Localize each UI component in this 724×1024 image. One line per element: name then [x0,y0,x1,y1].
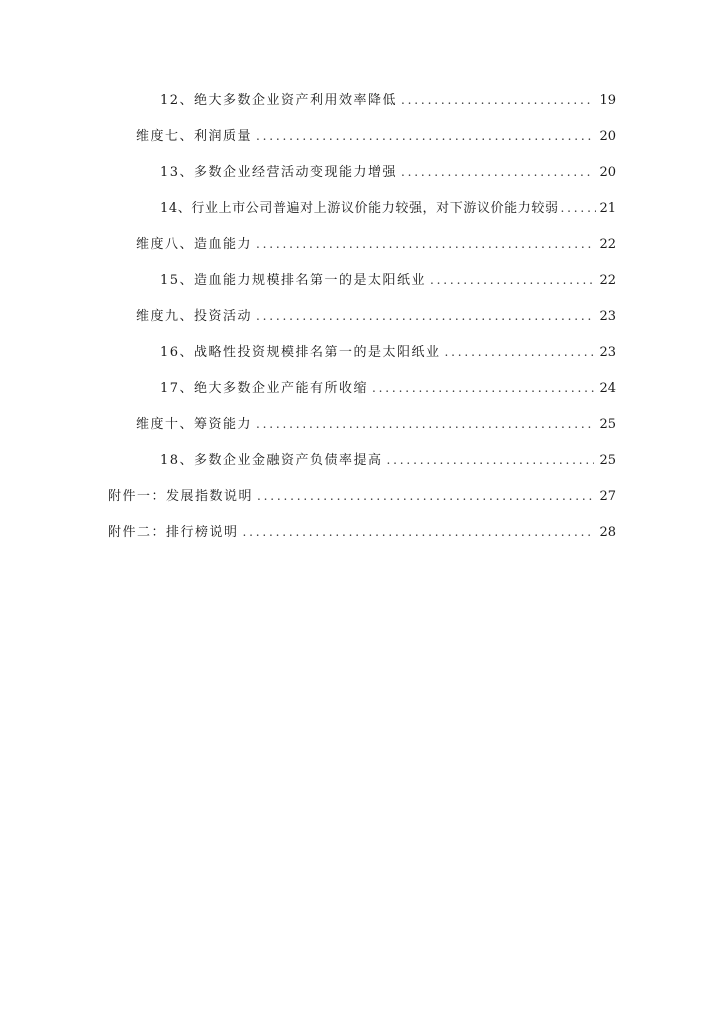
toc-entry[interactable] [136,232,616,256]
toc-entry[interactable] [160,448,616,472]
toc-entry-title: 12、绝大多数企业资产利用效率降低 [160,93,398,108]
toc-entry-page: 20 [599,129,616,144]
dot-leader [243,520,594,544]
toc-entry-title: 17、绝大多数企业产能有所收缩 [160,381,369,396]
toc-entry-title: 15、造血能力规模排名第一的是太阳纸业 [160,273,427,288]
toc-entry-page: 22 [599,237,616,252]
toc-entry-page: 28 [599,525,616,540]
toc-entry[interactable] [160,196,616,220]
toc-entry-page: 22 [599,273,616,288]
toc-entry-title: 18、多数企业金融资产负债率提高 [160,453,383,468]
dot-leader [256,232,594,256]
toc-entry-title: 14、行业上市公司普遍对上游议价能力较强，对下游议价能力较弱 [160,201,559,216]
toc-entry-page: 21 [599,201,616,216]
toc-entry-title: 维度九、投资活动 [136,309,253,324]
dot-leader [430,268,594,292]
toc-entry[interactable] [108,520,616,544]
toc-entry[interactable] [160,376,616,400]
toc-entry-title: 维度八、造血能力 [136,237,253,252]
toc-entry[interactable] [160,88,616,112]
dot-leader [561,196,596,220]
dot-leader [401,160,594,184]
toc-entry-page: 23 [599,345,616,360]
toc-entry[interactable] [136,412,616,436]
dot-leader [445,340,594,364]
dot-leader [387,448,594,472]
toc-entry-title: 维度十、筹资能力 [136,417,253,432]
toc-entry[interactable] [108,484,616,508]
dot-leader [256,124,594,148]
toc-entry-page: 24 [599,381,616,396]
toc-entry-title: 附件一：发展指数说明 [108,489,254,504]
dot-leader [256,412,594,436]
toc-entry-page: 23 [599,309,616,324]
toc-entry[interactable] [136,124,616,148]
toc-entry-page: 25 [599,453,616,468]
dot-leader [256,304,594,328]
toc-entry[interactable] [160,340,616,364]
toc-entry-title: 16、战略性投资规模排名第一的是太阳纸业 [160,345,441,360]
toc-entry-page: 20 [599,165,616,180]
toc-entry-title: 附件二：排行榜说明 [108,525,239,540]
toc-entry-title: 13、多数企业经营活动变现能力增强 [160,165,398,180]
toc-entry-page: 19 [599,93,616,108]
dot-leader [257,484,594,508]
toc-entry[interactable] [136,304,616,328]
toc-entry-title: 维度七、利润质量 [136,129,253,144]
toc-entry-page: 25 [599,417,616,432]
toc-entry-page: 27 [599,489,616,504]
dot-leader [401,88,594,112]
toc-entry[interactable] [160,268,616,292]
dot-leader [372,376,594,400]
toc-entry[interactable] [160,160,616,184]
